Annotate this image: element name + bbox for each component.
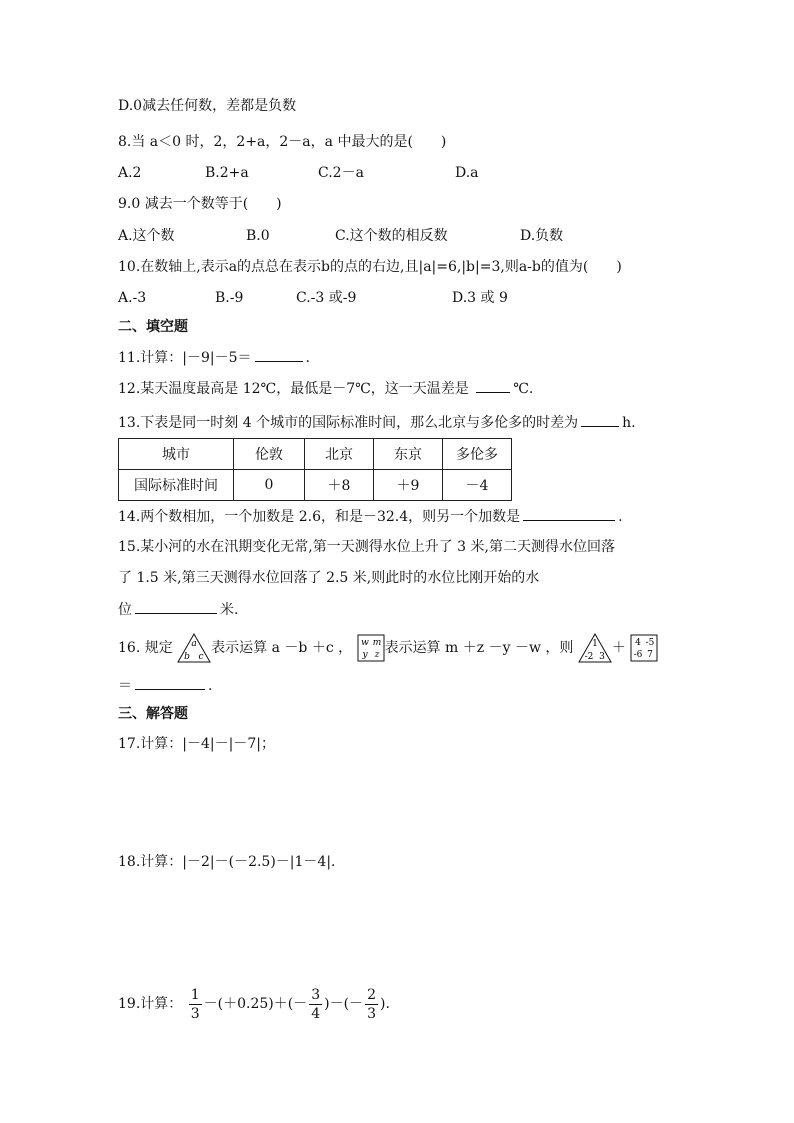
q19-part1: －(＋0.25)＋(－: [203, 996, 308, 1012]
q10-option-a: A.-3: [118, 290, 147, 306]
q11-end: .: [305, 350, 310, 366]
timezone-table: [118, 438, 512, 501]
q16-def2: 表示运算 m ＋z －y －w ，则: [384, 640, 574, 656]
box-num-tr: -5: [645, 638, 655, 648]
q9-stem: 9.0 减去一个数等于( ): [118, 196, 282, 212]
q13-end: h.: [622, 415, 636, 431]
q15-answer-blank[interactable]: [135, 598, 217, 614]
table-header-row: [119, 439, 512, 470]
q19-text: 19.计算：: [118, 996, 183, 1012]
table-cell: 北京: [305, 439, 374, 470]
q14-end: .: [618, 509, 623, 525]
q16-def1: 表示运算 a －b ＋c ，: [211, 640, 353, 656]
triangle-var-top: a: [191, 639, 197, 649]
q19-end: ).: [379, 996, 390, 1012]
q9-option-d: D.负数: [520, 228, 564, 244]
q11-answer-blank[interactable]: [255, 346, 303, 362]
q17: 17.计算：|－4|－|－7|；: [118, 736, 275, 752]
fraction-one-third: [189, 986, 202, 1023]
triangle-num-right: 3: [598, 652, 605, 662]
q15-line1: 15.某小河的水在汛期变化无常,第一天测得水位上升了 3 米,第二天测得水位回落: [118, 539, 615, 555]
q14-answer-blank[interactable]: [523, 505, 615, 521]
table-cell: ＋9: [374, 470, 443, 501]
table-cell: 城市: [119, 439, 234, 470]
table-cell: 国际标准时间: [119, 470, 234, 501]
q8-stem: 8.当 a＜0 时，2，2+a，2－a，a 中最大的是( ): [118, 134, 447, 150]
fraction-two-thirds: [365, 986, 378, 1023]
table-cell: 0: [234, 470, 305, 501]
box-symbol-definition: [357, 634, 385, 662]
q13: [118, 411, 636, 433]
q9-option-c: C.这个数的相反数: [335, 228, 448, 244]
q16-text: 16. 规定: [118, 640, 173, 656]
table-cell: －4: [443, 470, 512, 501]
q8-option-d: D.a: [455, 165, 479, 181]
triangle-var-right: c: [198, 652, 204, 662]
q8-option-b: B.2+a: [205, 165, 249, 181]
table-cell: 东京: [374, 439, 443, 470]
q18: 18.计算：|－2|－(－2.5)－|1－4|.: [118, 854, 336, 870]
table-cell: 伦敦: [234, 439, 305, 470]
box-num-tl: 4: [635, 638, 642, 648]
q9-option-a: A.这个数: [118, 228, 175, 244]
q8-option-a: A.2: [118, 165, 142, 181]
box-symbol-numeric: [630, 634, 658, 662]
q16-answer-line: [118, 674, 212, 696]
q15-line2: 了 1.5 米,第三天测得水位回落了 2.5 米,则此时的水位比刚开始的水: [118, 570, 540, 586]
triangle-symbol-numeric: [578, 633, 612, 663]
q14: [118, 505, 623, 527]
q10-option-c: C.-3 或-9: [296, 290, 357, 306]
q12-text: 12.某天温度最高是 12℃，最低是－7℃，这一天温差是: [118, 381, 474, 397]
section-fill-in-heading: 二、填空题: [118, 319, 188, 335]
q16-answer-blank[interactable]: [135, 674, 205, 690]
q16-plus: ＋: [611, 640, 626, 656]
triangle-var-left: b: [184, 652, 191, 662]
q13-answer-blank[interactable]: [581, 411, 619, 427]
q7-option-d: D.0减去任何数，差都是负数: [118, 98, 297, 114]
q15-line3: [118, 598, 238, 620]
q9-option-b: B.0: [246, 228, 270, 244]
q15-text: 位: [118, 602, 132, 618]
fraction-numerator: 1: [190, 986, 200, 1003]
section-solve-heading: 三、解答题: [118, 706, 188, 722]
fraction-denominator: 3: [367, 1005, 376, 1022]
table-cell: ＋8: [305, 470, 374, 501]
q8-option-c: C.2－a: [318, 165, 364, 181]
fraction-denominator: 3: [190, 1005, 200, 1022]
fraction-numerator: 3: [311, 986, 321, 1003]
box-var-bl: y: [362, 650, 368, 660]
box-var-tl: w: [360, 638, 369, 648]
q12-answer-blank[interactable]: [476, 377, 510, 393]
q14-text: 14.两个数相加，一个加数是 2.6，和是－32.4，则另一个加数是: [118, 509, 521, 525]
q15-end: 米.: [220, 602, 239, 618]
q10-option-b: B.-9: [215, 290, 244, 306]
q11-text: 11.计算：|－9|－5＝: [118, 350, 252, 366]
q16-equals: ＝: [118, 678, 132, 694]
triangle-num-top: 1: [591, 639, 598, 649]
q10-stem: 10.在数轴上,表示a的点总在表示b的点的右边,且|a|=6,|b|=3,则a-b的值为( ): [118, 259, 622, 275]
fraction-denominator: 4: [311, 1005, 321, 1022]
q19-part2: )－(－: [324, 996, 364, 1012]
q16-end: .: [208, 678, 213, 694]
q11: [118, 346, 310, 368]
fraction-numerator: 2: [367, 986, 376, 1003]
q19: [118, 982, 390, 1026]
triangle-num-left: -2: [584, 652, 594, 662]
q12: [118, 377, 533, 399]
q10-option-d: D.3 或 9: [452, 290, 508, 306]
q16: [118, 630, 658, 666]
table-row: [119, 470, 512, 501]
triangle-symbol-definition: [177, 633, 211, 663]
box-var-br: z: [374, 650, 379, 660]
box-num-br: 7: [647, 650, 654, 660]
fraction-three-quarters: [309, 986, 322, 1023]
q12-end: ℃.: [513, 381, 534, 397]
q13-text: 13.下表是同一时刻 4 个城市的国际标准时间，那么北京与多伦多的时差为: [118, 415, 579, 431]
table-cell: 多伦多: [443, 439, 512, 470]
box-var-tr: m: [372, 638, 381, 648]
box-num-bl: -6: [633, 650, 643, 660]
